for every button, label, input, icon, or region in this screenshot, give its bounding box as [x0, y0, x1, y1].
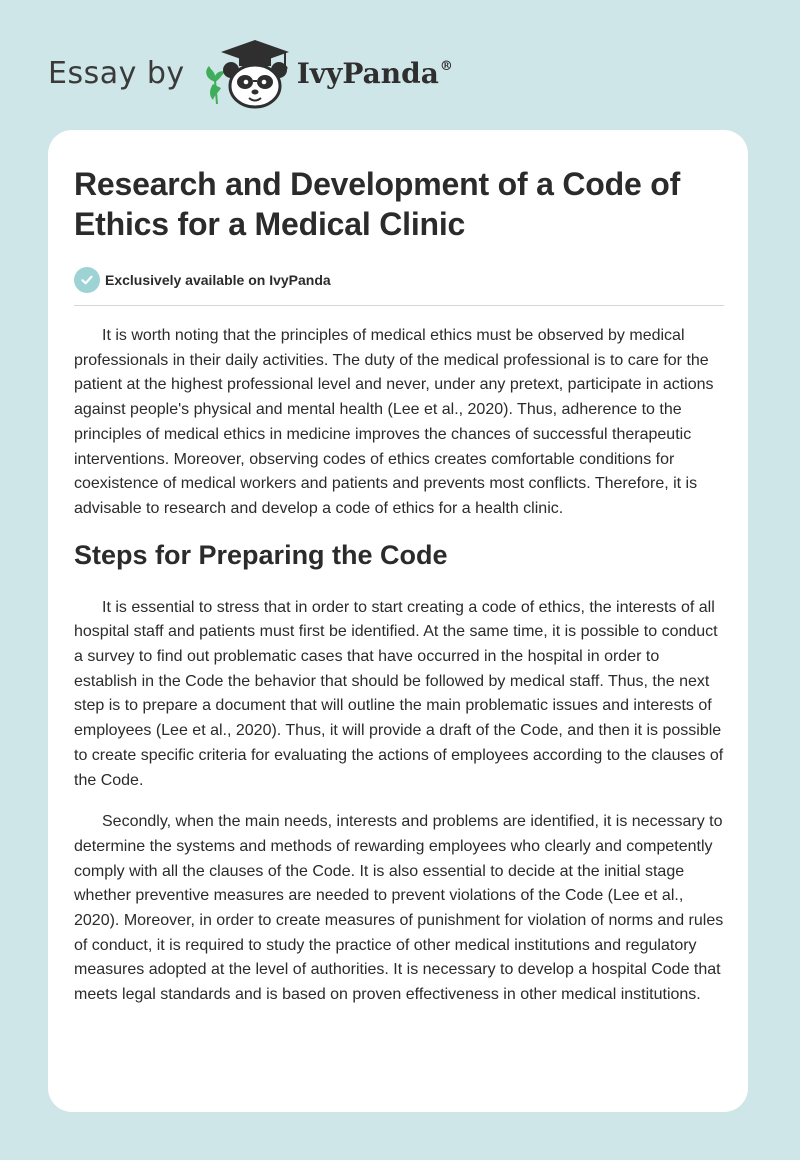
- essay-by-label: Essay by: [48, 55, 185, 91]
- ivypanda-logo-icon[interactable]: [199, 36, 291, 110]
- brand-name[interactable]: [297, 57, 453, 90]
- check-circle-icon: [74, 267, 100, 293]
- registered-mark: ®: [439, 58, 453, 74]
- section-heading: Steps for Preparing the Code: [74, 539, 448, 570]
- title-divider: [74, 305, 724, 306]
- site-header: [48, 36, 453, 110]
- exclusive-badge-label: Exclusively available on IvyPanda: [105, 272, 331, 288]
- paragraph-steps: It is essential to stress that in order to start creating a code of ethics, the interests of all hospital staff and patients must first be identified. At the same time, it is possible to conduct a survey to find out problematic cases that have occurred in the hospital in order to establish in the Code the behavior that should be followed by medical staff. Thus, the next step is to prepare a document that will outline the main problematic issues and interests of employees (Lee et al., 2020). Thus, it will provide a draft of the Code, and then it is possible to create specific criteria for evaluating the actions of employees according to the clauses of the Code.: [74, 598, 724, 789]
- exclusive-badge: [74, 266, 724, 294]
- article-title: Research and Development of a Code of Ethics for a Medical Clinic: [74, 166, 681, 242]
- brand-text: IvyPanda: [296, 56, 439, 90]
- paragraph-secondly: Secondly, when the main needs, interests and problems are identified, it is necessary to determine the systems and methods of rewarding employees who clearly and competently comply with all the clauses of the Code. It is also essential to decide at the initial stage whether preventive measures are needed to prevent violations of the Code (Lee et al., 2020). Moreover, in order to create measures of punishment for violation of norms and rules of conduct, it is required to study the practice of other medical institutions and regulatory measures adopted at the level of authorities. It is necessary to develop a hospital Code that meets legal standards and is based on proven effectiveness in other medical institutions.: [74, 813, 724, 1004]
- paragraph-intro: It is worth noting that the principles of medical ethics must be observed by medical professionals in their daily activities. The duty of the medical professional is to care for the patient at the highest professional level and never, under any pretext, participate in actions against people's physical and mental health (Lee et al., 2020). Thus, adherence to the principles of medical ethics in medicine improves the chances of successful therapeutic interventions. Moreover, observing codes of ethics creates comfortable conditions for coexistence of medical workers and patients and prevents most conflicts. Therefore, it is advisable to research and develop a code of ethics for a health clinic.: [74, 327, 714, 517]
- article-card: [48, 130, 748, 1112]
- article-content: [74, 164, 724, 1025]
